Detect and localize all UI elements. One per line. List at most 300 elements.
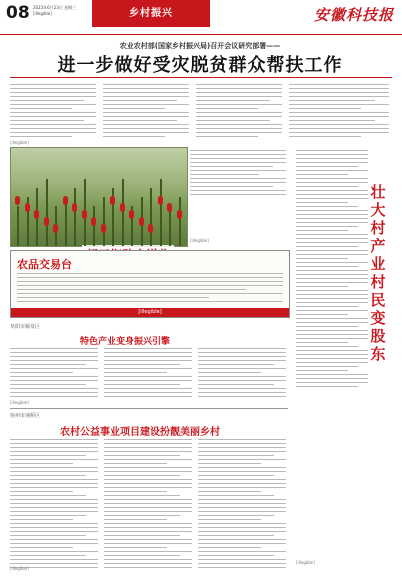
- text-line: [198, 547, 261, 548]
- photo-caption-text: [illegible]: [190, 238, 209, 243]
- pepper: [177, 210, 182, 219]
- text-line: [17, 301, 283, 302]
- text-line: [10, 372, 73, 373]
- text-line: [103, 100, 177, 101]
- text-line: [104, 479, 192, 480]
- feature-column-text: [illegible]: [296, 560, 315, 565]
- text-line: [198, 368, 286, 369]
- text-line: [10, 535, 86, 536]
- text-line: [289, 104, 389, 105]
- text-line: [10, 384, 86, 385]
- text-line: [296, 326, 358, 327]
- text-line: [198, 491, 261, 492]
- text-line: [104, 447, 192, 448]
- text-line: [104, 352, 192, 353]
- text-line: [296, 234, 368, 235]
- masthead-meta: [33, 5, 76, 17]
- text-line: [10, 116, 96, 117]
- text-line: [296, 370, 348, 371]
- pepper: [120, 203, 125, 212]
- text-line: [196, 116, 282, 117]
- text-line: [10, 511, 98, 512]
- text-line: [190, 150, 286, 151]
- text-line: [198, 479, 286, 480]
- paper-logo: 安徽科技报: [313, 6, 394, 24]
- story-2-headline: 特色产业变身振兴引擎: [80, 337, 171, 347]
- text-line: [190, 166, 273, 167]
- text-line: [289, 136, 361, 137]
- lead-body-text: [illegible]: [10, 140, 29, 145]
- text-line: [104, 471, 192, 472]
- text-line: [104, 515, 180, 516]
- text-line: [104, 507, 192, 508]
- text-line: [10, 551, 98, 552]
- text-line: [10, 519, 73, 520]
- text-line: [198, 443, 286, 444]
- text-line: [296, 362, 368, 363]
- masthead-editors: [illegible]: [33, 11, 52, 16]
- text-line: [17, 285, 283, 286]
- text-line: [289, 96, 389, 97]
- text-line: [196, 136, 258, 137]
- text-line: [104, 396, 192, 397]
- pepper: [34, 210, 39, 219]
- text-line: [196, 104, 282, 105]
- text-line: [10, 132, 96, 133]
- text-line: [296, 222, 368, 223]
- text-line: [296, 162, 368, 163]
- text-line: [10, 503, 98, 504]
- text-line: [289, 120, 375, 121]
- pepper: [139, 217, 144, 226]
- text-line: [10, 515, 86, 516]
- text-line: [104, 495, 180, 496]
- lead-body-col-4: [289, 84, 389, 140]
- text-line: [10, 120, 84, 121]
- text-line: [104, 451, 192, 452]
- story-3-headline: 农村公益事业项目建设扮靓美丽乡村: [60, 427, 220, 438]
- text-line: [10, 471, 98, 472]
- text-line: [104, 459, 192, 460]
- text-line: [296, 346, 358, 347]
- text-line: [196, 132, 282, 133]
- text-line: [198, 535, 274, 536]
- text-line: [10, 388, 98, 389]
- text-line: [296, 266, 358, 267]
- text-line: [198, 348, 286, 349]
- text-line: [296, 374, 368, 375]
- text-line: [10, 443, 98, 444]
- text-line: [104, 527, 192, 528]
- text-line: [296, 154, 368, 155]
- photo-caption-lines: [190, 150, 286, 198]
- text-line: [10, 376, 98, 377]
- text-line: [10, 447, 98, 448]
- text-line: [296, 214, 368, 215]
- text-line: [196, 108, 258, 109]
- plant-stem: [179, 197, 181, 246]
- text-line: [10, 559, 98, 560]
- text-line: [296, 262, 368, 263]
- text-line: [104, 531, 192, 532]
- text-line: [198, 380, 286, 381]
- text-line: [196, 112, 282, 113]
- text-line: [104, 356, 192, 357]
- text-line: [104, 543, 192, 544]
- text-line: [104, 380, 192, 381]
- text-line: [296, 210, 368, 211]
- pepper: [25, 203, 30, 212]
- plant-stem: [169, 206, 171, 246]
- text-line: [10, 491, 73, 492]
- pepper: [148, 224, 153, 233]
- text-line: [296, 358, 368, 359]
- text-line: [10, 539, 98, 540]
- masthead: [0, 0, 402, 35]
- feature-column-lines: [296, 150, 368, 390]
- text-line: [198, 447, 286, 448]
- text-line: [10, 396, 98, 397]
- text-line: [17, 293, 283, 294]
- text-line: [104, 463, 167, 464]
- text-line: [198, 364, 274, 365]
- text-line: [104, 559, 192, 560]
- plant-stem: [150, 188, 152, 246]
- ad-panel: [10, 250, 290, 318]
- text-line: [198, 551, 286, 552]
- text-line: [198, 471, 286, 472]
- text-line: [103, 128, 189, 129]
- text-line: [104, 439, 192, 440]
- text-line: [198, 455, 274, 456]
- lead-body-col-2: [103, 84, 189, 140]
- text-line: [190, 182, 286, 183]
- text-line: [296, 286, 348, 287]
- text-line: [296, 206, 358, 207]
- feature-column-subtitle: 壮大村产业 村民变股东: [370, 183, 386, 363]
- text-line: [296, 366, 358, 367]
- text-line: [104, 372, 167, 373]
- text-line: [10, 88, 96, 89]
- text-line: [296, 218, 368, 219]
- text-line: [296, 174, 348, 175]
- story-2-source: 阜阳市颍泉区: [10, 324, 41, 330]
- text-line: [296, 350, 368, 351]
- pepper: [110, 196, 115, 205]
- text-line: [296, 338, 368, 339]
- text-line: [296, 158, 368, 159]
- text-line: [198, 356, 286, 357]
- text-line: [104, 535, 180, 536]
- text-line: [296, 242, 368, 243]
- text-line: [198, 392, 286, 393]
- text-line: [10, 364, 86, 365]
- text-line: [198, 352, 286, 353]
- text-line: [296, 302, 368, 303]
- text-line: [296, 334, 368, 335]
- text-line: [296, 202, 348, 203]
- text-line: [10, 380, 98, 381]
- text-line: [198, 531, 286, 532]
- pepper: [15, 196, 20, 205]
- text-line: [104, 483, 192, 484]
- plant-stem: [93, 206, 95, 246]
- pepper: [72, 203, 77, 212]
- text-line: [296, 182, 368, 183]
- text-line: [190, 170, 286, 171]
- text-line: [103, 132, 189, 133]
- text-line: [196, 120, 270, 121]
- text-line: [104, 555, 180, 556]
- text-line: [296, 250, 368, 251]
- pepper: [91, 217, 96, 226]
- text-line: [196, 84, 282, 85]
- text-line: [296, 166, 358, 167]
- text-line: [289, 116, 389, 117]
- text-line: [104, 364, 180, 365]
- text-line: [104, 487, 192, 488]
- text-line: [190, 194, 286, 195]
- masthead-date: 2023年6月23日 星期三: [33, 5, 77, 10]
- text-line: [198, 499, 286, 500]
- text-line: [289, 108, 361, 109]
- text-line: [10, 467, 98, 468]
- text-line: [104, 551, 192, 552]
- text-line: [296, 354, 368, 355]
- text-line: [10, 459, 98, 460]
- text-line: [10, 487, 98, 488]
- pepper: [167, 203, 172, 212]
- text-line: [296, 314, 348, 315]
- text-line: [190, 158, 286, 159]
- text-line: [196, 92, 282, 93]
- story-2-col-2: [104, 348, 192, 400]
- text-line: [296, 198, 368, 199]
- text-line: [296, 170, 368, 171]
- ad-panel-logo: 农品交易台: [17, 258, 72, 271]
- pepper: [158, 196, 163, 205]
- lead-headline: 进一步做好受灾脱贫群众帮扶工作: [57, 55, 343, 76]
- text-line: [10, 563, 98, 564]
- text-line: [296, 226, 358, 227]
- text-line: [10, 136, 72, 137]
- ad-panel-lines: [17, 273, 283, 305]
- text-line: [104, 547, 167, 548]
- text-line: [10, 527, 98, 528]
- text-line: [198, 475, 274, 476]
- text-line: [104, 539, 192, 540]
- text-line: [296, 178, 368, 179]
- text-line: [198, 388, 286, 389]
- text-line: [296, 194, 368, 195]
- text-line: [10, 104, 96, 105]
- photo-feature-image: [10, 147, 188, 247]
- text-line: [10, 495, 86, 496]
- pepper: [129, 210, 134, 219]
- text-line: [198, 463, 261, 464]
- pepper: [53, 224, 58, 233]
- text-line: [198, 459, 286, 460]
- text-line: [10, 439, 98, 440]
- text-line: [103, 84, 189, 85]
- page-number: 08: [6, 3, 30, 23]
- text-line: [198, 483, 286, 484]
- text-line: [198, 555, 274, 556]
- text-line: [10, 368, 98, 369]
- plant-stem: [17, 206, 19, 246]
- text-line: [10, 392, 98, 393]
- text-line: [198, 372, 261, 373]
- text-line: [104, 443, 192, 444]
- text-line: [196, 128, 282, 129]
- text-line: [10, 523, 98, 524]
- text-line: [104, 392, 192, 393]
- text-line: [198, 539, 286, 540]
- text-line: [104, 388, 192, 389]
- text-line: [296, 322, 368, 323]
- text-line: [289, 100, 375, 101]
- text-line: [104, 567, 192, 568]
- text-line: [17, 297, 209, 298]
- plant-stem: [74, 188, 76, 246]
- text-line: [198, 543, 286, 544]
- text-line: [296, 378, 368, 379]
- text-line: [10, 499, 98, 500]
- text-line: [10, 92, 96, 93]
- text-line: [10, 100, 84, 101]
- text-line: [198, 360, 286, 361]
- plant-stem: [160, 179, 162, 246]
- text-line: [10, 128, 96, 129]
- text-line: [198, 396, 286, 397]
- text-line: [289, 88, 389, 89]
- text-line: [296, 150, 368, 151]
- text-line: [296, 386, 358, 387]
- text-line: [296, 274, 368, 275]
- text-line: [198, 384, 274, 385]
- ad-panel-banner: [illegible]: [11, 308, 289, 317]
- text-line: [104, 491, 167, 492]
- story-3-source: 宿州市埇桥区: [10, 413, 41, 419]
- text-line: [198, 527, 286, 528]
- text-line: [104, 499, 192, 500]
- text-line: [10, 531, 98, 532]
- text-line: [296, 186, 358, 187]
- story-3-col-2: [104, 439, 192, 571]
- text-line: [296, 282, 368, 283]
- headline-rule: [10, 77, 392, 78]
- text-line: [190, 154, 286, 155]
- text-line: [198, 515, 274, 516]
- text-line: [190, 174, 259, 175]
- text-line: [198, 467, 286, 468]
- text-line: [104, 563, 192, 564]
- lead-body-col-1: [10, 84, 96, 140]
- text-line: [196, 88, 282, 89]
- text-line: [196, 100, 270, 101]
- text-line: [296, 382, 368, 383]
- text-line: [103, 120, 177, 121]
- text-line: [289, 112, 389, 113]
- story-divider: [10, 408, 288, 409]
- text-line: [10, 356, 98, 357]
- pepper: [63, 196, 68, 205]
- text-line: [296, 298, 368, 299]
- text-line: [296, 258, 348, 259]
- text-line: [17, 281, 283, 282]
- text-line: [289, 128, 389, 129]
- text-line: [103, 124, 189, 125]
- text-line: [296, 190, 368, 191]
- pepper: [101, 224, 106, 233]
- text-line: [10, 543, 98, 544]
- text-line: [296, 306, 358, 307]
- text-line: [198, 376, 286, 377]
- text-line: [198, 523, 286, 524]
- text-line: [198, 507, 286, 508]
- text-line: [198, 563, 286, 564]
- pepper: [44, 217, 49, 226]
- story-2-col-3: [198, 348, 286, 400]
- text-line: [10, 360, 98, 361]
- text-line: [198, 451, 286, 452]
- text-line: [198, 511, 286, 512]
- text-line: [103, 104, 189, 105]
- text-line: [296, 330, 368, 331]
- text-line: [296, 230, 348, 231]
- text-line: [289, 84, 389, 85]
- lead-body-col-3: [196, 84, 282, 140]
- text-line: [296, 278, 368, 279]
- text-line: [296, 290, 368, 291]
- text-line: [104, 348, 192, 349]
- text-line: [10, 84, 96, 85]
- text-line: [10, 479, 98, 480]
- text-line: [104, 503, 192, 504]
- text-line: [103, 96, 189, 97]
- text-line: [104, 368, 192, 369]
- text-line: [104, 511, 192, 512]
- text-line: [190, 186, 273, 187]
- text-line: [198, 519, 261, 520]
- text-line: [10, 455, 86, 456]
- text-line: [17, 273, 283, 274]
- text-line: [198, 503, 286, 504]
- text-line: [103, 112, 189, 113]
- text-line: [190, 162, 286, 163]
- lead-kicker: 农业农村部(国家乡村振兴局)召开会议研究部署——: [119, 42, 281, 50]
- text-line: [296, 342, 348, 343]
- plant-stem: [103, 197, 105, 246]
- text-line: [198, 439, 286, 440]
- text-line: [289, 124, 389, 125]
- text-line: [10, 507, 98, 508]
- pepper: [82, 210, 87, 219]
- text-line: [10, 483, 98, 484]
- text-line: [296, 238, 368, 239]
- text-line: [10, 547, 73, 548]
- text-line: [190, 190, 286, 191]
- plant-stem: [46, 179, 48, 246]
- text-line: [296, 270, 368, 271]
- text-line: [10, 112, 96, 113]
- text-line: [17, 289, 246, 290]
- text-line: [289, 132, 389, 133]
- text-line: [10, 451, 98, 452]
- text-line: [10, 463, 73, 464]
- story-3-col-1: [10, 439, 98, 571]
- text-line: [10, 96, 96, 97]
